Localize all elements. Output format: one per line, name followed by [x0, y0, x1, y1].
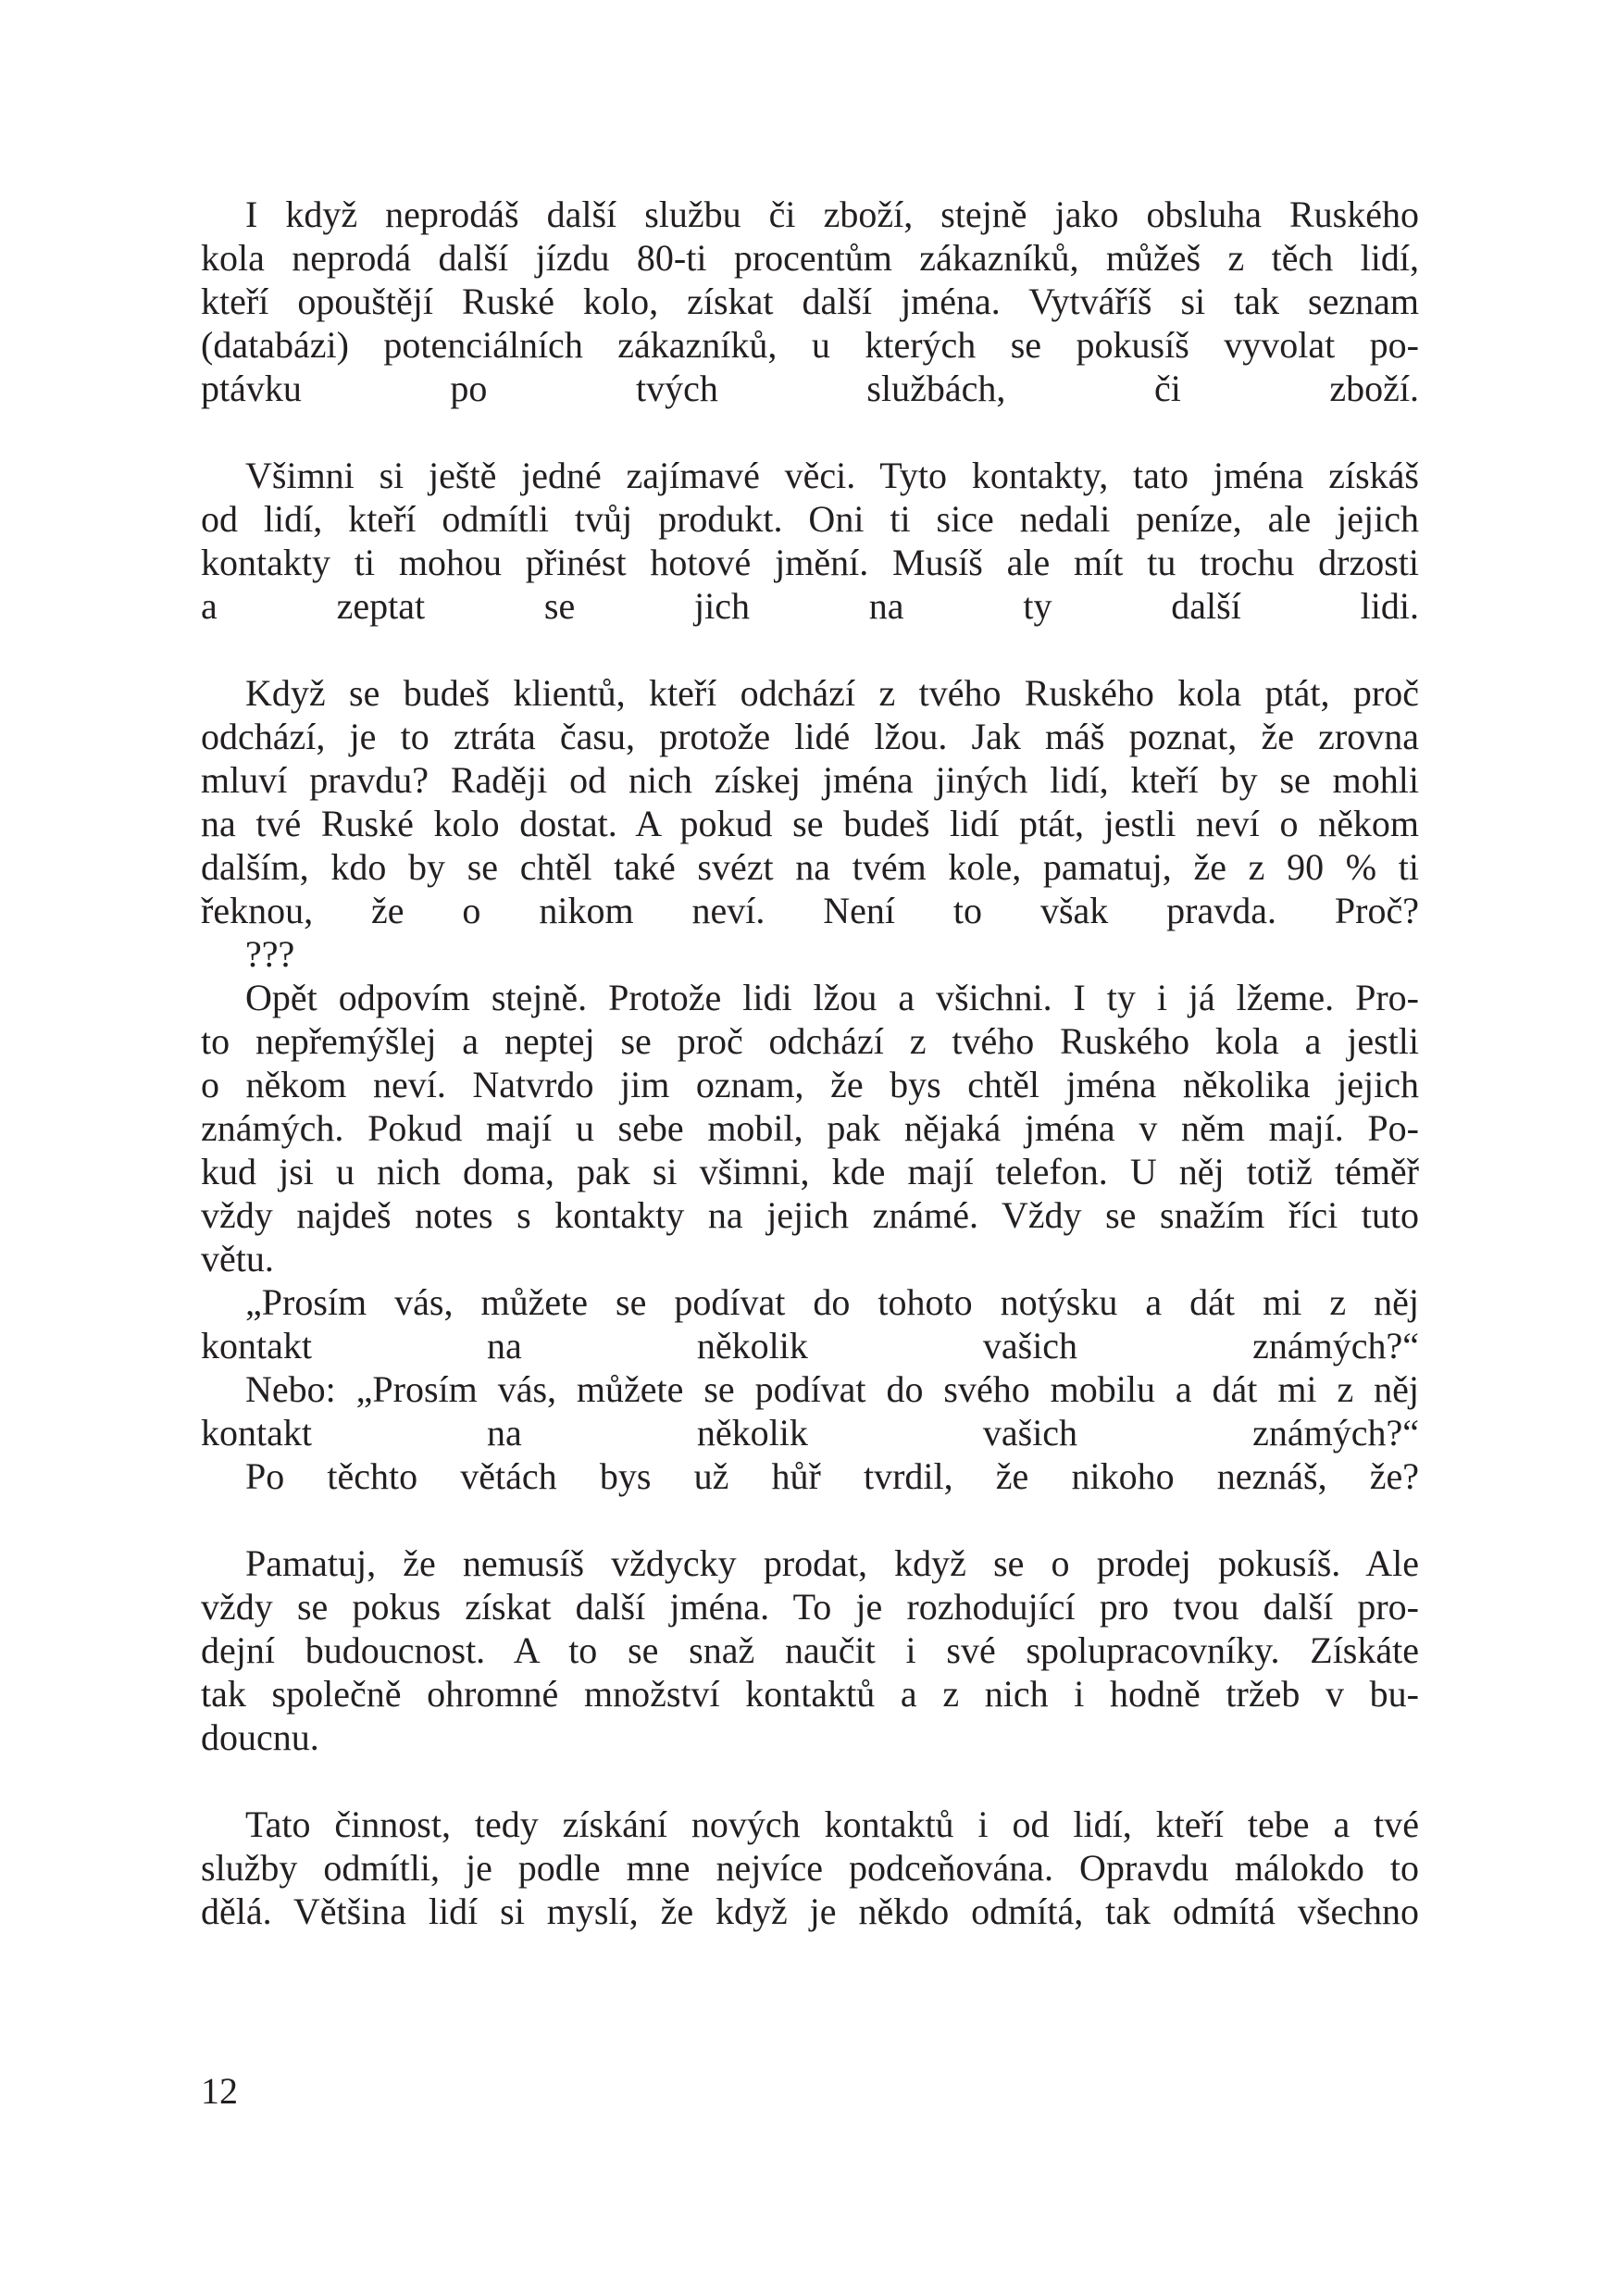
text-line: známých. Pokud mají u sebe mobil, pak nějaká jména v něm mají. Po- [201, 1107, 1419, 1149]
text-line: Všimni si ještě jedné zajímavé věci. Tyto kontakty, tato jména získáš [245, 455, 1419, 496]
text-line: větu. [201, 1238, 274, 1279]
text-line: o někom neví. Natvrdo jim oznam, že bys chtěl jména několika jejich [201, 1064, 1419, 1105]
paragraph-quote-mobile [201, 1367, 1419, 1454]
text-line: Pamatuj, že nemusíš vždycky prodat, když se o prodej pokusíš. Ale [245, 1542, 1419, 1584]
text-line: od lidí, kteří odmítli tvůj produkt. Oni ti sice nedali peníze, ale jejich [201, 498, 1419, 540]
text-line: kteří opouštějí Ruské kolo, získat další jména. Vytváříš si tak seznam [201, 281, 1419, 322]
text-line: odchází, je to ztráta času, protože lidé lžou. Jak máš poznat, že zrovna [201, 716, 1419, 757]
text-line: I když neprodáš další službu či zboží, stejně jako obsluha Ruského [245, 193, 1419, 235]
text-line: mluví pravdu? Raději od nich získej jména jiných lidí, kteří by se mohli [201, 759, 1419, 801]
paragraph-quote-notebook [201, 1280, 1419, 1367]
text-line: kola neprodá další jízdu 80-ti procentům zákazníků, můžeš z těch lidí, [201, 237, 1419, 279]
text-line: dejní budoucnost. A to se snaž naučit i své spolupracovníky. Získáte [201, 1629, 1419, 1671]
text-line: Když se budeš klientů, kteří odchází z tvého Ruského kola ptát, proč [245, 672, 1419, 714]
text-line: služby odmítli, je podle mne nejvíce podceňována. Opravdu málokdo to [201, 1847, 1419, 1889]
paragraph-activity [201, 1803, 1419, 1933]
text-line: dalším, kdo by se chtěl také svézt na tvém kole, pamatuj, že z 90 % ti [201, 846, 1419, 888]
text-line: Opět odpovím stejně. Protože lidi lžou a všichni. I ty i já lžeme. Pro- [245, 977, 1419, 1018]
page-number: 12 [201, 2070, 238, 2112]
text-line: ptávku po tvých službách, či zboží. [201, 368, 1419, 409]
text-line: na tvé Ruské kolo dostat. A pokud se budeš lidí ptát, jestli neví o někom [201, 803, 1419, 844]
paragraph-after-sentences [201, 1454, 1419, 1498]
text-line: Po těchto větách bys už hůř tvrdil, že nikoho neznáš, že? [245, 1455, 1419, 1497]
text-line: to nepřemýšlej a neptej se proč odchází z tvého Ruského kola a jestli [201, 1020, 1419, 1062]
paragraph-question-marks [201, 932, 1419, 976]
paragraph-remember [201, 1541, 1419, 1759]
text-line: Nebo: „Prosím vás, můžete se podívat do svého mobilu a dát mi z něj [245, 1368, 1419, 1410]
paragraph-answer [201, 976, 1419, 1280]
text-line: vždy se pokus získat další jména. To je rozhodující pro tvou další pro- [201, 1586, 1419, 1628]
text-line: (databázi) potenciálních zákazníků, u kterých se pokusíš vyvolat po- [201, 324, 1419, 366]
text-line: dělá. Většina lidí si myslí, že když je někdo odmítá, tak odmítá všechno [201, 1890, 1419, 1932]
text-line: doucnu. [201, 1716, 319, 1758]
text-line: kontakty ti mohou přinést hotové jmění. Musíš ale mít tu trochu drzosti [201, 542, 1419, 583]
paragraph-intro [201, 193, 1419, 410]
paragraph-asking-clients [201, 671, 1419, 932]
text-line: ??? [245, 933, 295, 975]
text-line: tak společně ohromné množství kontaktů a z nich i hodně tržeb v bu- [201, 1673, 1419, 1715]
text-column [201, 193, 1419, 1933]
text-line: Tato činnost, tedy získání nových kontaktů i od lidí, kteří tebe a tvé [245, 1803, 1419, 1845]
text-line: řeknou, že o nikom neví. Není to však pravda. Proč? [201, 890, 1419, 931]
text-line: kontakt na několik vašich známých?“ [201, 1412, 1419, 1454]
text-line: „Prosím vás, můžete se podívat do tohoto notýsku a dát mi z něj [245, 1281, 1419, 1323]
text-line: a zeptat se jich na ty další lidi. [201, 585, 1419, 627]
text-line: vždy najdeš notes s kontakty na jejich známé. Vždy se snažím říci tuto [201, 1194, 1419, 1236]
text-line: kontakt na několik vašich známých?“ [201, 1325, 1419, 1366]
paragraph-notice [201, 454, 1419, 628]
text-line: kud jsi u nich doma, pak si všimni, kde mají telefon. U něj totiž téměř [201, 1151, 1419, 1192]
